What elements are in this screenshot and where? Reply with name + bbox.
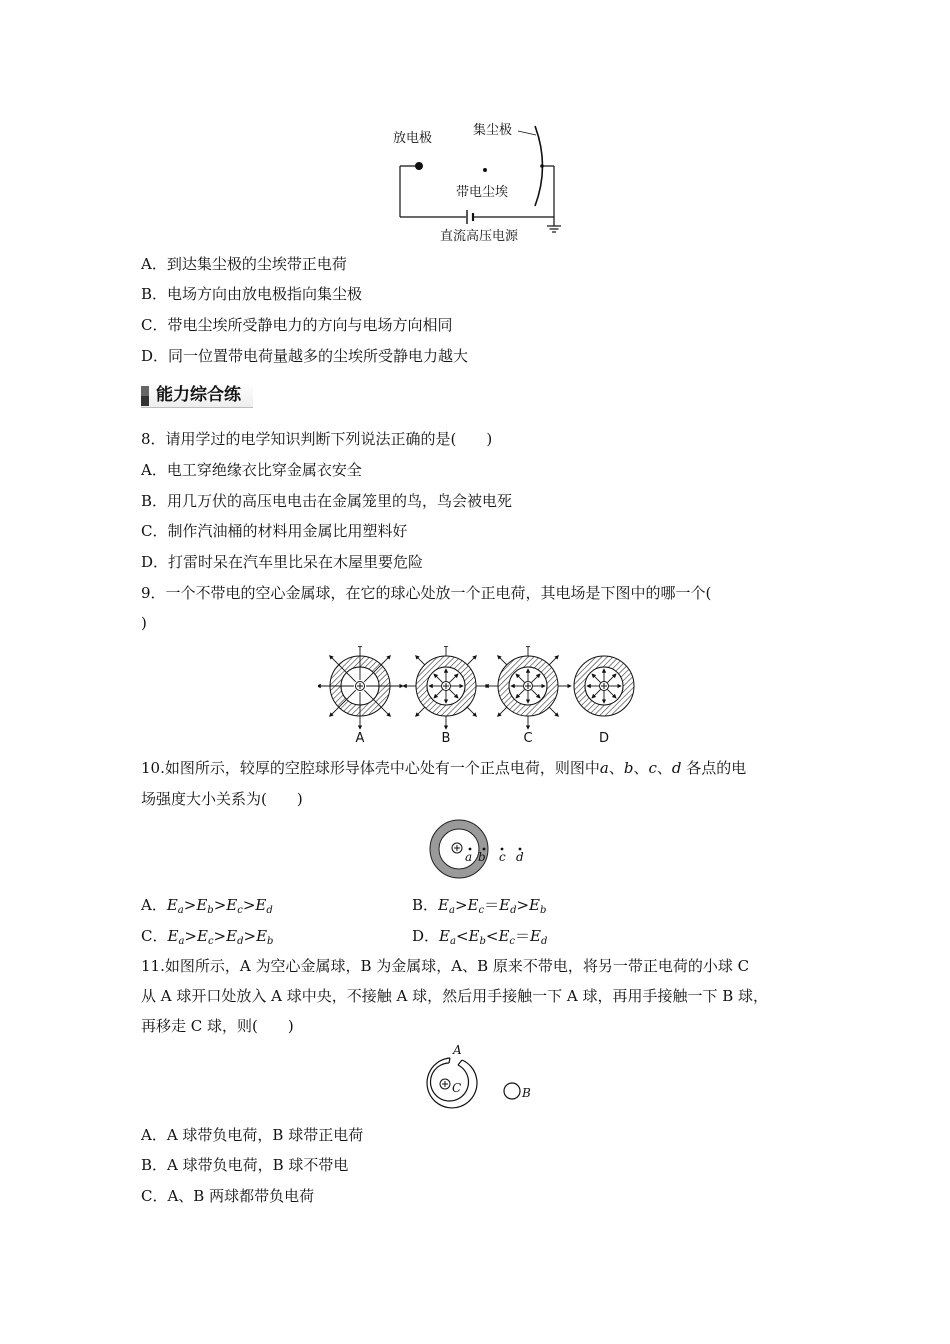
q11-stem-line2: 从 A 球开口处放入 A 球中央，不接触 A 球，然后用手接触一下 A 球，再用手接触一下 B 球， (141, 987, 769, 1005)
q7-option-d: D．同一位置带电荷量越多的尘埃所受静电力越大 (141, 347, 469, 365)
q10-stem-line1: 10.如图所示，较厚的空腔球形导体壳中心处有一个正点电荷，则图中a、b、c、d 各点的电 (141, 759, 747, 777)
q10-option-c: C．$E_a>E_c>E_d>E_b$ (141, 927, 274, 947)
q10-point-d: d (516, 850, 524, 864)
dust-label: 带电尘埃 (456, 185, 509, 200)
q8-option-a: A．电工穿绝缘衣比穿金属衣安全 (141, 461, 362, 479)
field-line-outer (549, 707, 558, 716)
field-line-outer (467, 707, 476, 716)
q11-option-c: C．A、B 两球都带负电荷 (141, 1187, 315, 1205)
q9-field-diagrams (318, 646, 638, 746)
metal-ball-b (504, 1083, 520, 1099)
q11-option-a: A．A 球带负电荷，B 球带正电荷 (141, 1126, 364, 1144)
q7-option-c: C．带电尘埃所受静电力的方向与电场方向相同 (141, 316, 453, 334)
field-line-outer (549, 656, 558, 665)
q10-option-a: A．$E_a>E_b>E_c>E_d$ (141, 896, 273, 916)
section-marker-icon (141, 386, 149, 406)
q10-shell-diagram (420, 816, 540, 882)
q10-point-a: a (465, 850, 473, 864)
q11-option-b: B．A 球带负电荷，B 球不带电 (141, 1156, 349, 1174)
section-header (141, 383, 253, 408)
section-title: 能力综合练 (156, 385, 241, 405)
q9-label-c: C (523, 731, 533, 746)
q9-label-a: A (355, 731, 365, 746)
q11-label-c: C (452, 1081, 462, 1095)
dust-particle (483, 168, 487, 172)
field-line-outer (498, 656, 507, 665)
q9-label-d: D (598, 731, 610, 746)
q10-stem-line2: 场强度大小关系为( ) (141, 790, 303, 808)
emitter-electrode (415, 162, 423, 170)
q8-option-d: D．打雷时呆在汽车里比呆在木屋里要危险 (141, 553, 424, 571)
q11-stem-line1: 11.如图所示，A 为空心金属球，B 为金属球，A、B 原来不带电，将另一带正电荷的小球 C (141, 957, 750, 975)
q7-option-b: B．电场方向由放电极指向集尘极 (141, 285, 363, 303)
q10-option-b: B．$E_a>E_c=E_d>E_b$ (412, 896, 547, 916)
q11-stem-line3: 再移走 C 球，则( ) (141, 1017, 294, 1035)
q11-spheres-diagram (412, 1040, 542, 1116)
q9-label-b: B (441, 731, 451, 746)
field-line-outer (467, 656, 476, 665)
q9-stem-line1: 9．一个不带电的空心金属球，在它的球心处放一个正电荷，其电场是下图中的哪一个( (141, 584, 712, 602)
q7-option-a: A．到达集尘极的尘埃带正电荷 (141, 255, 347, 273)
q8-option-b: B．用几万伏的高压电电击在金属笼里的鸟，鸟会被电死 (141, 492, 513, 510)
precipitator-diagram (390, 118, 570, 244)
q10-point-b: b (478, 850, 486, 864)
power-source-label: 直流高压电源 (440, 229, 519, 244)
q11-label-b: B (522, 1086, 531, 1100)
q9-stem-line2: ) (141, 614, 147, 632)
field-line-outer (498, 707, 507, 716)
q10-point-c: c (499, 850, 506, 864)
field-line-outer (416, 656, 425, 665)
q8-option-c: C．制作汽油桶的材料用金属比用塑料好 (141, 522, 408, 540)
q10-option-d: D．$E_a<E_b<E_c=E_d$ (412, 927, 548, 947)
q8-stem: 8．请用学过的电学知识判断下列说法正确的是( ) (141, 430, 493, 448)
emitter-label: 放电极 (393, 131, 433, 146)
collector-label: 集尘极 (473, 123, 513, 138)
q11-label-a: A (453, 1043, 462, 1057)
field-line-outer (416, 707, 425, 716)
